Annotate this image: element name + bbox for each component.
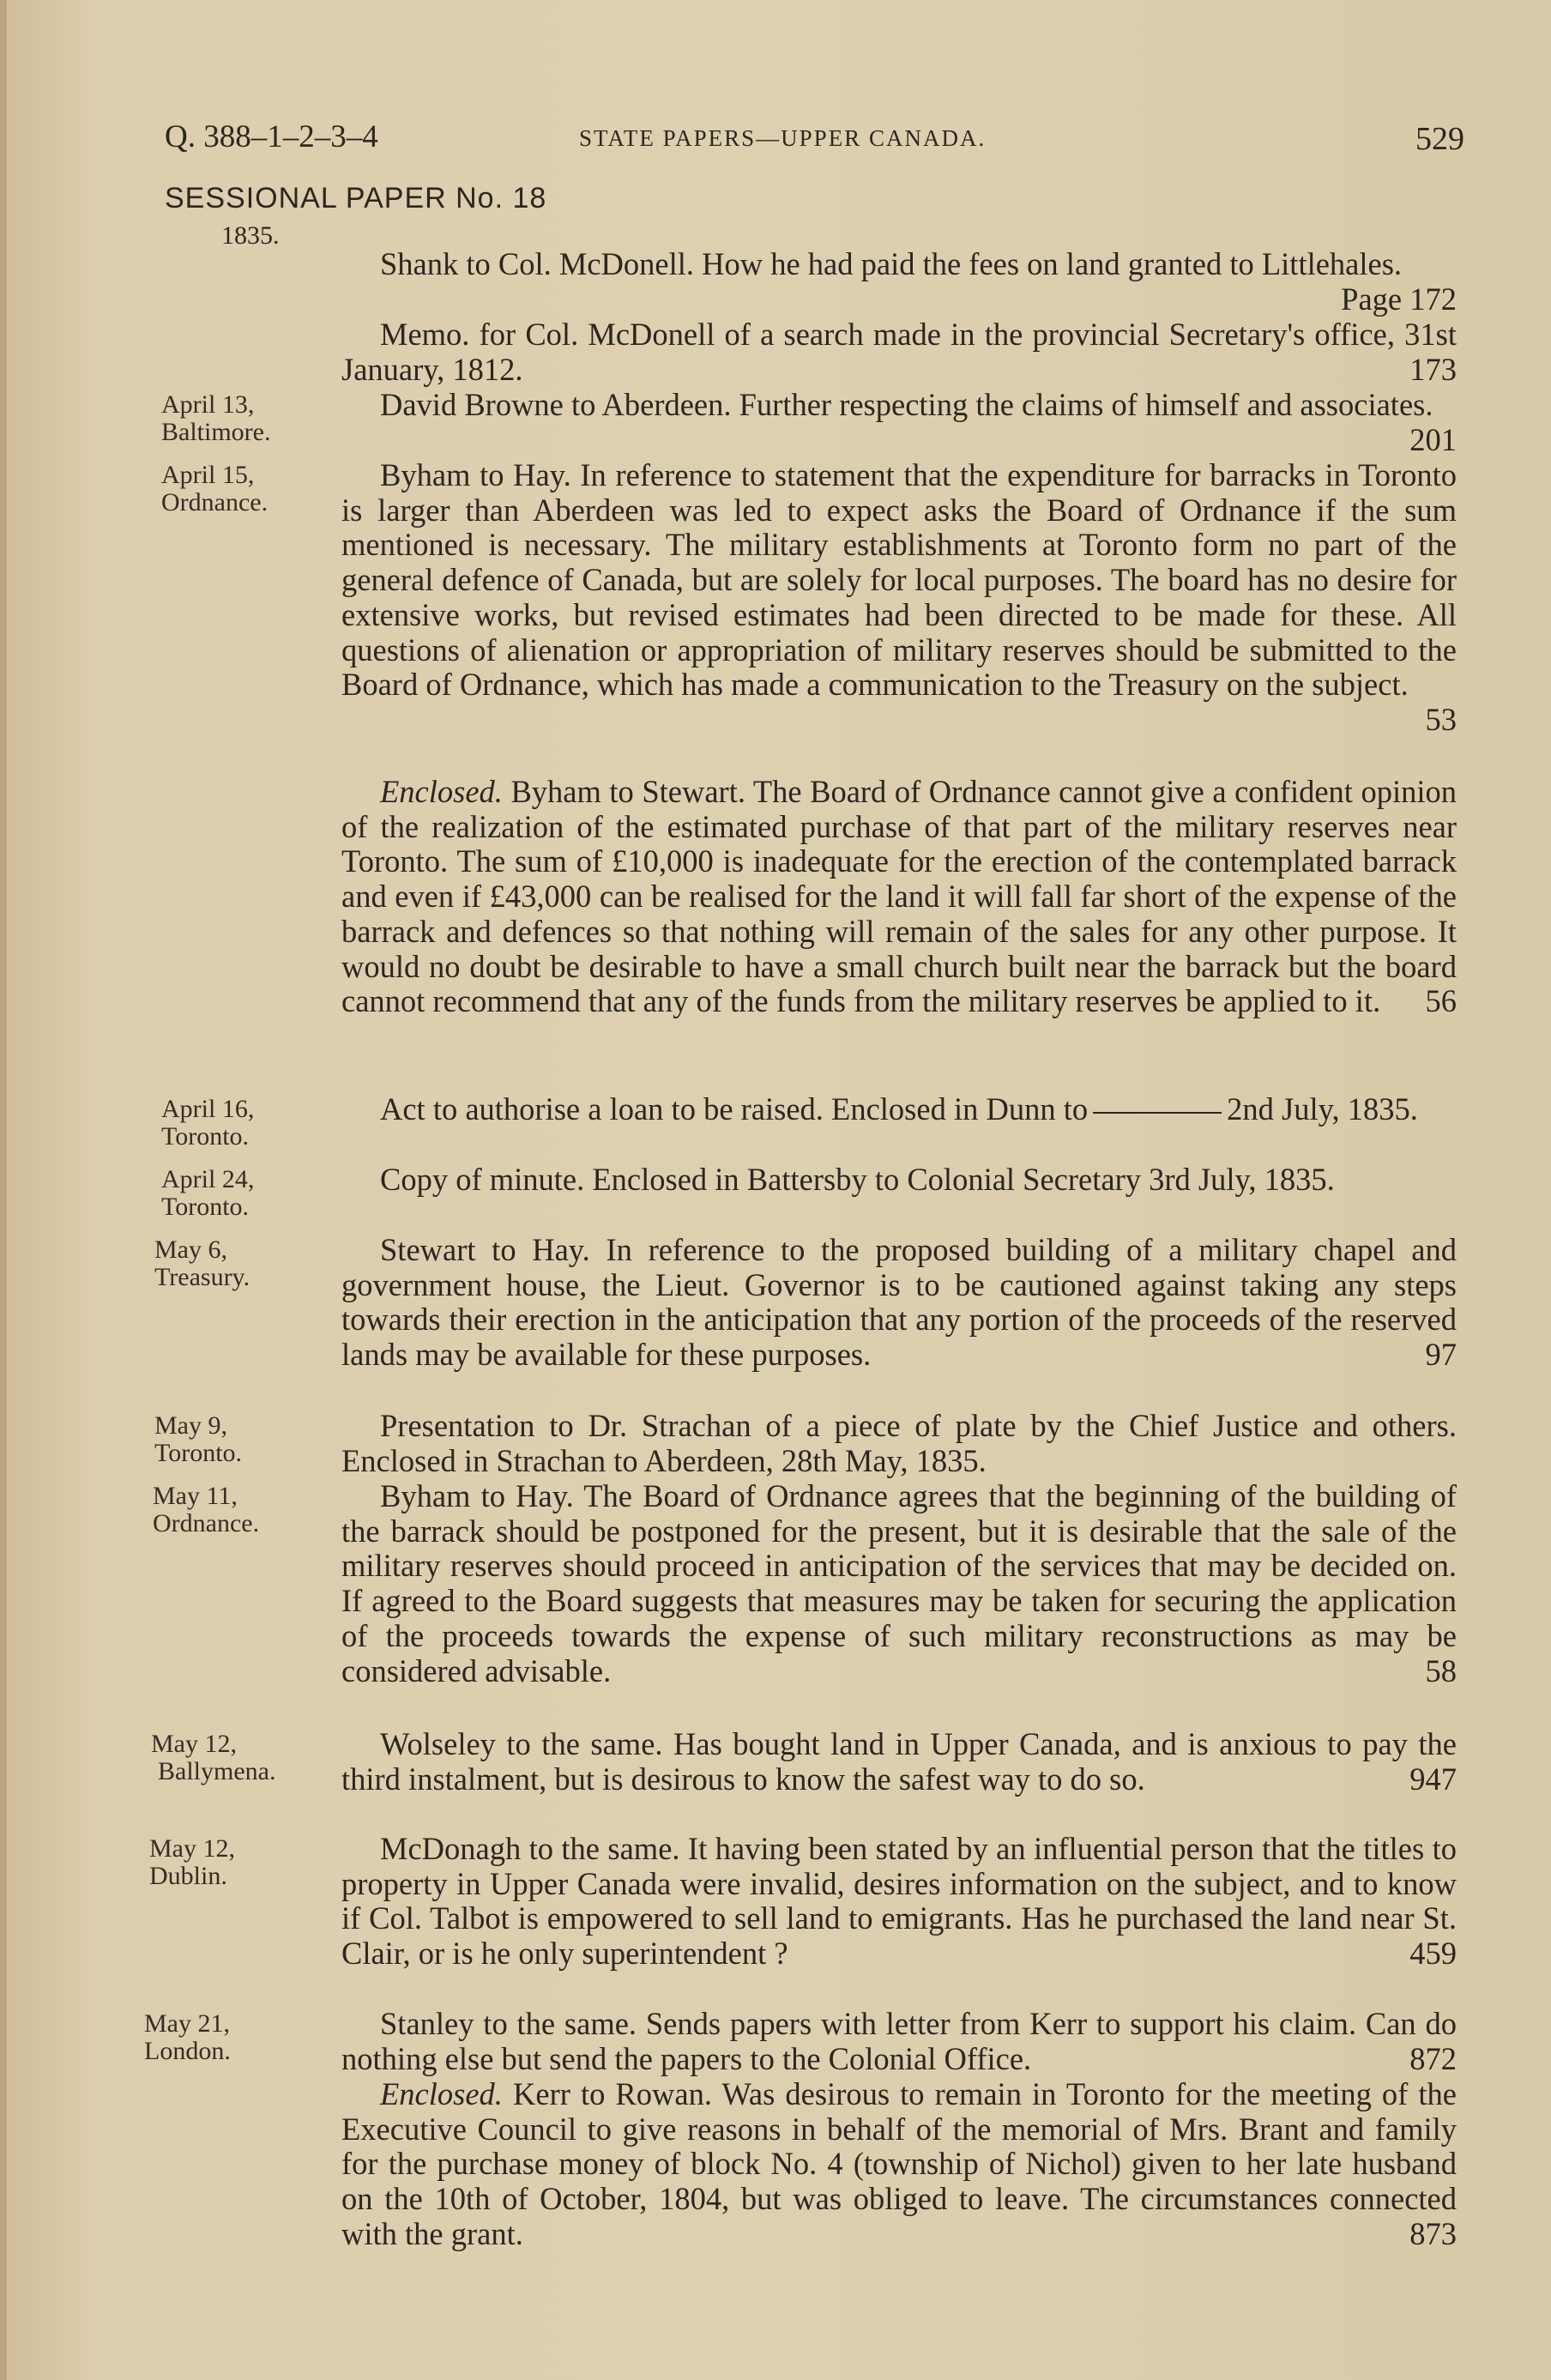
entry-margin-note	[161, 391, 270, 446]
sessional-paper-label: SESSIONAL PAPER No. 18	[165, 182, 547, 214]
entry-body: Memo. for Col. McDonell of a search made in the provincial Secretary's office, 31st January, 1812.	[341, 317, 1457, 387]
enclosed-label: Enclosed.	[380, 774, 503, 809]
entry-place: Ordnance.	[153, 1509, 260, 1537]
page-ref: 872	[1409, 2040, 1457, 2076]
header-title: STATE PAPERS—UPPER CANADA.	[579, 125, 987, 151]
entry-body: Byham to Hay. In reference to statement that the expenditure for barracks in Toronto is larger than Aberdeen was led to expect asks the Board of Ordnance if the sum mentioned is necessary. The military establishments at Toronto form no part of the general defence of Canada, but are solely for local purposes. The board has no desire for extensive works, but revised estimates had been directed to be made for these. All questions of alienation or appropriation of military reserves should be submitted to the Board of Ordnance, which has made a communication to the Treasury on the subject.	[341, 457, 1457, 703]
entry-margin-note	[154, 1412, 242, 1467]
entry-place: Dublin.	[149, 1862, 227, 1890]
page-ref: 173	[1409, 351, 1457, 387]
page-ref: 97	[1425, 1337, 1457, 1373]
page-ref: 947	[1409, 1761, 1457, 1797]
entry-body: Stanley to the same. Sends papers with letter from Kerr to support his claim. Can do nothing else but send the papers to the Colonial Office.	[341, 2006, 1457, 2076]
page-ref: 201	[1409, 421, 1457, 457]
entry-date: May 6,	[154, 1235, 227, 1264]
entry-body: Kerr to Rowan. Was desirous to remain in Toronto for the meeting of the Executive Council to give reasons in behalf of the memorial of Mrs. Brant and family for the purchase money of block No. 4 (township of Nichol) given to her late husband on the 10th of October, 1804, but was obliged to leave. The circumstances connected with the grant.	[341, 2076, 1457, 2251]
entry-date: May 9,	[154, 1411, 227, 1440]
entry-date: April 24,	[161, 1165, 255, 1193]
page-ref: 58	[1425, 1652, 1457, 1688]
page-ref: 56	[1425, 983, 1457, 1019]
entry-margin-note	[154, 1236, 250, 1291]
entry-margin-note	[144, 2010, 231, 2065]
entry-body: Stewart to Hay. In reference to the proposed building of a military chapel and government house, the Lieut. Governor is to be cautioned against taking any steps towards their erection in the anticipation that any portion of the proceeds of the reserved lands may be available for these purposes.	[341, 1232, 1457, 1373]
entry-margin-note	[161, 1166, 254, 1221]
entry-text	[341, 247, 1457, 317]
blank-rule	[1093, 1112, 1222, 1114]
entry-place: London.	[144, 2037, 231, 2065]
enclosed-label: Enclosed.	[380, 2076, 503, 2111]
entry-place: Toronto.	[161, 1122, 250, 1151]
entry-date: May 21,	[144, 2009, 230, 2038]
entry-date: May 12,	[149, 1834, 235, 1863]
entry-margin-note	[151, 1731, 275, 1785]
entry-body: David Browne to Aberdeen. Further respecting the claims of himself and associates.	[380, 387, 1433, 422]
page-ref: Page 172	[1341, 281, 1457, 317]
entry-text	[341, 1727, 1457, 1797]
entry-text	[341, 1163, 1457, 1198]
entry-body-end: 2nd July, 1835.	[1227, 1091, 1418, 1127]
entry-margin-note	[149, 1835, 235, 1890]
entry-date: April 13,	[161, 390, 255, 419]
entry-text	[341, 775, 1457, 1019]
page-edge	[0, 0, 7, 2380]
entry-text	[341, 1409, 1457, 1478]
entry-body: Byham to Hay. The Board of Ordnance agrees that the beginning of the building of the barrack should be postponed for the present, but it is desirable that the sale of the military reserves should proceed in anticipation of the services that may be decided on. If agreed to the Board suggests that measures may be taken for securing the application of the proceeds towards the expense of such military reconstructions as may be considered advisable.	[341, 1478, 1457, 1688]
entry-text	[341, 458, 1457, 738]
entry-margin-note	[161, 1096, 254, 1151]
entry-date: May 11,	[153, 1482, 238, 1510]
archive-reference: Q. 388–1–2–3–4	[165, 119, 378, 154]
entry-place: Ordnance.	[161, 488, 269, 516]
entry-text	[341, 2077, 1457, 2252]
entry-date: May 12,	[151, 1730, 237, 1758]
entry-place: Baltimore.	[161, 418, 271, 446]
entry-text	[341, 1479, 1457, 1688]
entry-date: April 16,	[161, 1095, 255, 1123]
entry-body: McDonagh to the same. It having been stated by an influential person that the titles to property in Upper Canada were invalid, desires information on the subject, and to know if Col. Talbot is empowered to sell land to emigrants. Has he purchased the land near St. Clair, or is he only superintendent ?	[341, 1831, 1457, 1972]
entry-text	[341, 2007, 1457, 2076]
entry-body: Act to authorise a loan to be raised. Enclosed in Dunn to	[380, 1091, 1089, 1127]
entry-body: Wolseley to the same. Has bought land in Upper Canada, and is anxious to pay the third instalment, but is desirous to know the safest way to do so.	[341, 1726, 1457, 1797]
entry-text	[341, 1233, 1457, 1373]
entry-text	[341, 1092, 1457, 1127]
page-number: 529	[1415, 121, 1464, 157]
entry-body: Presentation to Dr. Strachan of a piece of plate by the Chief Justice and others. Enclosed in Strachan to Aberdeen, 28th May, 1835.	[341, 1408, 1457, 1478]
entry-body: Shank to Col. McDonell. How he had paid the fees on land granted to Littlehales.	[380, 246, 1403, 281]
entry-place: Toronto.	[154, 1439, 243, 1467]
entry-margin-note	[161, 462, 268, 516]
running-header	[165, 118, 1464, 161]
entry-date: April 15,	[161, 461, 255, 489]
entry-text	[341, 1832, 1457, 1972]
page-ref: 873	[1409, 2215, 1457, 2251]
year-label: 1835.	[221, 221, 280, 250]
entry-body: Copy of minute. Enclosed in Battersby to Colonial Secretary 3rd July, 1835.	[380, 1162, 1335, 1197]
page-ref: 53	[1425, 701, 1457, 737]
entry-text	[341, 388, 1457, 457]
entry-text	[341, 317, 1457, 387]
entry-place: Treasury.	[154, 1263, 250, 1291]
page-ref: 459	[1409, 1936, 1457, 1972]
entry-place: Toronto.	[161, 1193, 250, 1221]
entry-place: Ballymena.	[158, 1757, 276, 1785]
entry-margin-note	[153, 1483, 259, 1537]
entry-body: Byham to Stewart. The Board of Ordnance cannot give a confident opinion of the realization of the estimated purchase of that part of the military reserves near Toronto. The sum of £10,000 is inadequate for the erection of the contemplated barrack and even if £43,000 can be realised for the land it will fall far short of the expense of the barrack and defences so that nothing will remain of the sales for any other purpose. It would no doubt be desirable to have a small church built near the barrack but the board cannot recommend that any of the funds from the military reserves be applied to it.	[341, 774, 1457, 1019]
